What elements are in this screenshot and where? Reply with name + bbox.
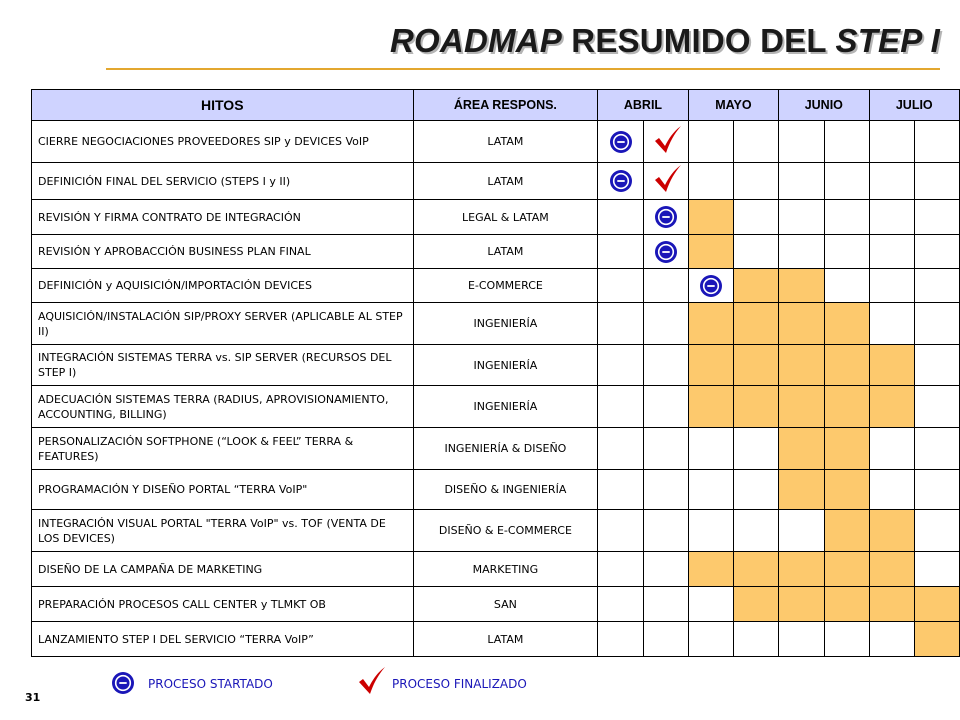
header-month-julio: JULIO bbox=[869, 90, 960, 121]
empty-cell bbox=[734, 200, 779, 235]
empty-cell bbox=[643, 622, 688, 657]
started-legend-icon bbox=[111, 671, 135, 695]
empty-cell bbox=[598, 345, 644, 386]
title-underline bbox=[106, 68, 940, 70]
progress-cell bbox=[779, 470, 825, 510]
progress-cell bbox=[734, 303, 779, 345]
hito-cell: INTEGRACIÓN VISUAL PORTAL "TERRA VoIP" vs. TOF (VENTA DE LOS DEVICES) bbox=[32, 510, 414, 552]
empty-cell bbox=[643, 303, 688, 345]
area-cell: INGENIERÍA bbox=[413, 386, 598, 428]
legend-started-label: PROCESO STARTADO bbox=[148, 677, 273, 691]
area-cell: INGENIERÍA bbox=[413, 345, 598, 386]
started-icon bbox=[609, 169, 633, 193]
header-hitos: HITOS bbox=[32, 90, 414, 121]
started-icon bbox=[699, 274, 723, 298]
empty-cell bbox=[915, 269, 960, 303]
area-cell: LATAM bbox=[413, 622, 598, 657]
check-icon bbox=[652, 125, 684, 155]
empty-cell bbox=[734, 121, 779, 163]
progress-cell bbox=[869, 552, 915, 587]
table-row bbox=[32, 552, 960, 587]
empty-cell bbox=[598, 587, 644, 622]
progress-cell bbox=[734, 587, 779, 622]
table-row bbox=[32, 386, 960, 428]
empty-cell bbox=[824, 235, 869, 269]
area-cell: E-COMMERCE bbox=[413, 269, 598, 303]
progress-cell bbox=[734, 345, 779, 386]
progress-cell bbox=[824, 303, 869, 345]
roadmap-table bbox=[31, 89, 960, 657]
empty-cell bbox=[915, 386, 960, 428]
progress-cell bbox=[824, 587, 869, 622]
table-row bbox=[32, 428, 960, 470]
hito-cell: PERSONALIZACIÓN SOFTPHONE (“LOOK & FEEL” TERRA & FEATURES) bbox=[32, 428, 414, 470]
started-icon bbox=[609, 130, 633, 154]
table-row bbox=[32, 163, 960, 200]
progress-cell bbox=[824, 428, 869, 470]
empty-cell bbox=[779, 200, 825, 235]
empty-cell bbox=[869, 303, 915, 345]
empty-cell bbox=[598, 622, 644, 657]
progress-cell bbox=[734, 386, 779, 428]
empty-cell bbox=[734, 510, 779, 552]
title-step: STEP I bbox=[835, 22, 940, 59]
progress-cell bbox=[779, 587, 825, 622]
page-title bbox=[0, 22, 940, 60]
progress-cell bbox=[869, 587, 915, 622]
empty-cell bbox=[598, 386, 644, 428]
empty-cell bbox=[779, 163, 825, 200]
table-row bbox=[32, 121, 960, 163]
page-number: 31 bbox=[25, 691, 41, 704]
progress-cell bbox=[688, 303, 734, 345]
empty-cell bbox=[598, 552, 644, 587]
empty-cell bbox=[915, 235, 960, 269]
table-row bbox=[32, 345, 960, 386]
empty-cell bbox=[643, 552, 688, 587]
progress-cell bbox=[688, 200, 734, 235]
progress-cell bbox=[915, 587, 960, 622]
area-cell: DISEÑO & INGENIERÍA bbox=[413, 470, 598, 510]
hito-cell: DEFINICIÓN y AQUISICIÓN/IMPORTACIÓN DEVICES bbox=[32, 269, 414, 303]
empty-cell bbox=[869, 428, 915, 470]
hito-cell: ADECUACIÓN SISTEMAS TERRA (RADIUS, APROVISIONAMIENTO, ACCOUNTING, BILLING) bbox=[32, 386, 414, 428]
empty-cell bbox=[869, 269, 915, 303]
hito-cell: DISEÑO DE LA CAMPAÑA DE MARKETING bbox=[32, 552, 414, 587]
progress-cell bbox=[915, 622, 960, 657]
progress-cell bbox=[688, 235, 734, 269]
empty-cell bbox=[869, 235, 915, 269]
area-cell: MARKETING bbox=[413, 552, 598, 587]
empty-cell bbox=[688, 121, 734, 163]
empty-cell bbox=[915, 428, 960, 470]
empty-cell bbox=[869, 121, 915, 163]
empty-cell bbox=[869, 200, 915, 235]
empty-cell bbox=[915, 345, 960, 386]
progress-cell bbox=[734, 552, 779, 587]
finished-legend-icon bbox=[356, 666, 388, 696]
header-area: ÁREA RESPONS. bbox=[413, 90, 598, 121]
empty-cell bbox=[779, 121, 825, 163]
hito-cell: PROGRAMACIÓN Y DISEÑO PORTAL “TERRA VoIP" bbox=[32, 470, 414, 510]
empty-cell bbox=[598, 200, 644, 235]
hito-cell: CIERRE NEGOCIACIONES PROVEEDORES SIP y DEVICES VoIP bbox=[32, 121, 414, 163]
table-row bbox=[32, 303, 960, 345]
empty-cell bbox=[734, 235, 779, 269]
empty-cell bbox=[915, 510, 960, 552]
empty-cell bbox=[598, 470, 644, 510]
area-cell: DISEÑO & E-COMMERCE bbox=[413, 510, 598, 552]
started-cell bbox=[688, 269, 734, 303]
empty-cell bbox=[598, 510, 644, 552]
empty-cell bbox=[869, 163, 915, 200]
progress-cell bbox=[779, 428, 825, 470]
progress-cell bbox=[688, 552, 734, 587]
hito-cell: AQUISICIÓN/INSTALACIÓN SIP/PROXY SERVER (APLICABLE AL STEP II) bbox=[32, 303, 414, 345]
empty-cell bbox=[915, 163, 960, 200]
progress-cell bbox=[688, 345, 734, 386]
empty-cell bbox=[915, 121, 960, 163]
empty-cell bbox=[643, 428, 688, 470]
empty-cell bbox=[688, 622, 734, 657]
finished-cell bbox=[643, 163, 688, 200]
started-icon bbox=[654, 205, 678, 229]
header-month-mayo: MAYO bbox=[688, 90, 778, 121]
empty-cell bbox=[734, 163, 779, 200]
empty-cell bbox=[869, 622, 915, 657]
table-row bbox=[32, 622, 960, 657]
finished-cell bbox=[643, 121, 688, 163]
hito-cell: PREPARACIÓN PROCESOS CALL CENTER y TLMKT OB bbox=[32, 587, 414, 622]
empty-cell bbox=[734, 470, 779, 510]
empty-cell bbox=[824, 269, 869, 303]
area-cell: LATAM bbox=[413, 235, 598, 269]
progress-cell bbox=[779, 552, 825, 587]
progress-cell bbox=[779, 386, 825, 428]
progress-cell bbox=[869, 510, 915, 552]
header-row bbox=[32, 90, 960, 121]
empty-cell bbox=[688, 510, 734, 552]
empty-cell bbox=[869, 470, 915, 510]
empty-cell bbox=[824, 622, 869, 657]
progress-cell bbox=[824, 552, 869, 587]
empty-cell bbox=[643, 269, 688, 303]
empty-cell bbox=[598, 303, 644, 345]
empty-cell bbox=[734, 622, 779, 657]
empty-cell bbox=[915, 200, 960, 235]
progress-cell bbox=[734, 269, 779, 303]
area-cell: LEGAL & LATAM bbox=[413, 200, 598, 235]
empty-cell bbox=[598, 235, 644, 269]
empty-cell bbox=[824, 121, 869, 163]
empty-cell bbox=[688, 163, 734, 200]
progress-cell bbox=[824, 386, 869, 428]
empty-cell bbox=[643, 470, 688, 510]
progress-cell bbox=[688, 386, 734, 428]
progress-cell bbox=[824, 345, 869, 386]
empty-cell bbox=[779, 510, 825, 552]
empty-cell bbox=[643, 386, 688, 428]
empty-cell bbox=[598, 428, 644, 470]
area-cell: SAN bbox=[413, 587, 598, 622]
legend-finished-label: PROCESO FINALIZADO bbox=[392, 677, 527, 691]
empty-cell bbox=[779, 622, 825, 657]
empty-cell bbox=[734, 428, 779, 470]
empty-cell bbox=[643, 345, 688, 386]
progress-cell bbox=[869, 345, 915, 386]
empty-cell bbox=[824, 200, 869, 235]
hito-cell: INTEGRACIÓN SISTEMAS TERRA vs. SIP SERVER (RECURSOS DEL STEP I) bbox=[32, 345, 414, 386]
progress-cell bbox=[779, 303, 825, 345]
table-row bbox=[32, 510, 960, 552]
started-cell bbox=[643, 200, 688, 235]
started-cell bbox=[598, 163, 644, 200]
table-row bbox=[32, 235, 960, 269]
header-month-junio: JUNIO bbox=[779, 90, 869, 121]
started-cell bbox=[643, 235, 688, 269]
hito-cell: REVISIÓN Y APROBACCIÓN BUSINESS PLAN FINAL bbox=[32, 235, 414, 269]
empty-cell bbox=[915, 552, 960, 587]
progress-cell bbox=[824, 470, 869, 510]
progress-cell bbox=[779, 345, 825, 386]
title-middle: RESUMIDO DEL bbox=[561, 22, 836, 59]
table-row bbox=[32, 470, 960, 510]
empty-cell bbox=[688, 470, 734, 510]
hito-cell: LANZAMIENTO STEP I DEL SERVICIO “TERRA VoIP” bbox=[32, 622, 414, 657]
hito-cell: REVISIÓN Y FIRMA CONTRATO DE INTEGRACIÓN bbox=[32, 200, 414, 235]
empty-cell bbox=[824, 163, 869, 200]
area-cell: LATAM bbox=[413, 163, 598, 200]
title-roadmap: ROADMAP bbox=[390, 22, 562, 59]
empty-cell bbox=[643, 510, 688, 552]
progress-cell bbox=[869, 386, 915, 428]
progress-cell bbox=[779, 269, 825, 303]
empty-cell bbox=[779, 235, 825, 269]
empty-cell bbox=[915, 470, 960, 510]
empty-cell bbox=[688, 428, 734, 470]
started-icon bbox=[654, 240, 678, 264]
empty-cell bbox=[688, 587, 734, 622]
progress-cell bbox=[824, 510, 869, 552]
area-cell: INGENIERÍA & DISEÑO bbox=[413, 428, 598, 470]
table-row bbox=[32, 200, 960, 235]
hito-cell: DEFINICIÓN FINAL DEL SERVICIO (STEPS I y II) bbox=[32, 163, 414, 200]
area-cell: LATAM bbox=[413, 121, 598, 163]
header-month-abril: ABRIL bbox=[598, 90, 688, 121]
empty-cell bbox=[915, 303, 960, 345]
table-row bbox=[32, 587, 960, 622]
started-cell bbox=[598, 121, 644, 163]
empty-cell bbox=[598, 269, 644, 303]
check-icon bbox=[652, 164, 684, 194]
empty-cell bbox=[643, 587, 688, 622]
area-cell: INGENIERÍA bbox=[413, 303, 598, 345]
table-row bbox=[32, 269, 960, 303]
